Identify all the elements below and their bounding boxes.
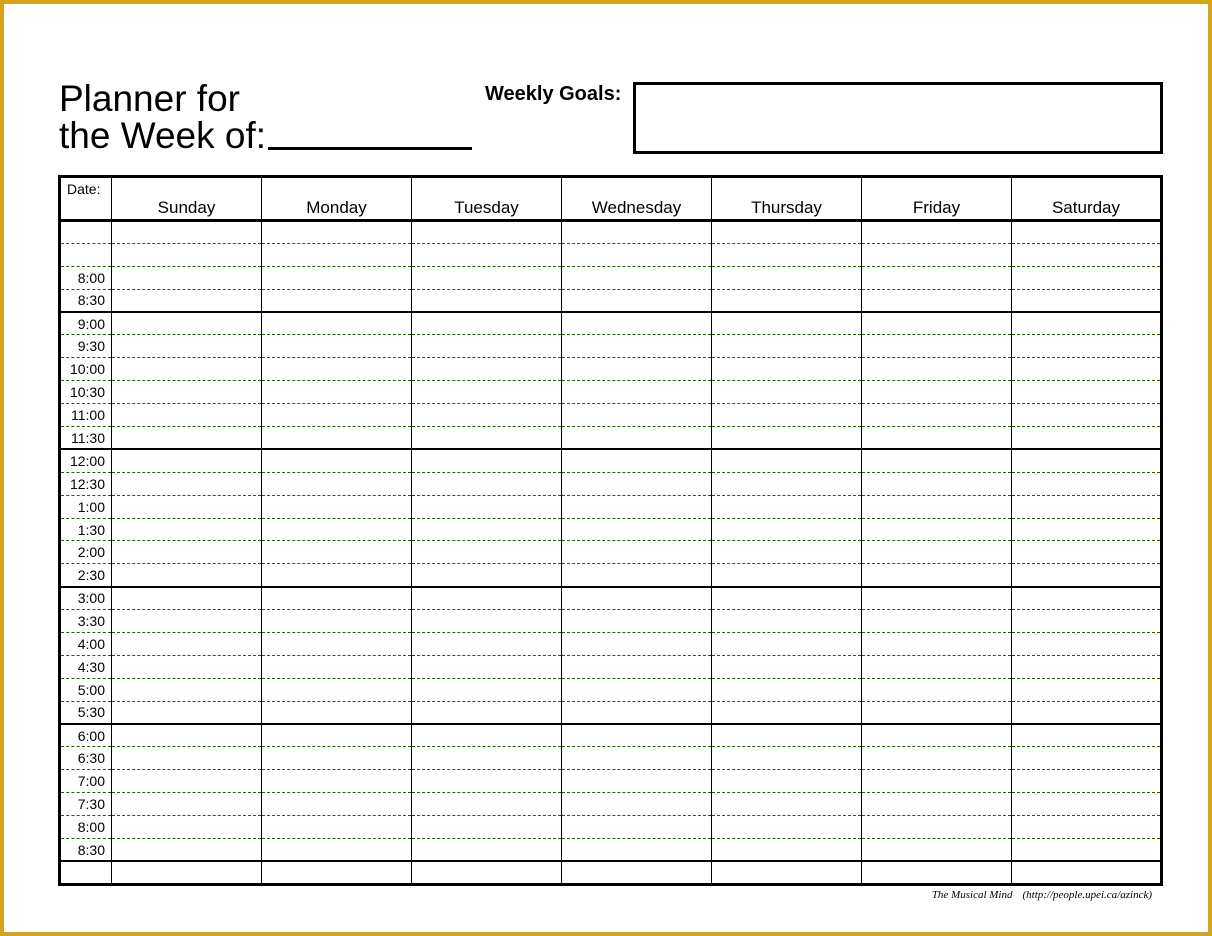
time-label: 5:30 — [60, 701, 112, 724]
time-row — [60, 564, 1162, 587]
slot-tuesday[interactable] — [412, 243, 562, 266]
time-label: 8:30 — [60, 289, 112, 312]
slot-monday[interactable] — [262, 358, 412, 381]
slot-tuesday[interactable] — [412, 221, 562, 244]
slot-wednesday[interactable] — [562, 449, 712, 472]
slot-tuesday[interactable] — [412, 449, 562, 472]
slot-sunday[interactable] — [112, 633, 262, 656]
slot-sunday[interactable] — [112, 770, 262, 793]
slot-thursday[interactable] — [712, 747, 862, 770]
slot-tuesday[interactable] — [412, 610, 562, 633]
slot-sunday[interactable] — [112, 724, 262, 747]
slot-thursday[interactable] — [712, 678, 862, 701]
time-row — [60, 427, 1162, 450]
time-row — [60, 610, 1162, 633]
slot-tuesday[interactable] — [412, 678, 562, 701]
time-label: 3:00 — [60, 587, 112, 610]
day-header-saturday: Saturday — [1012, 177, 1162, 221]
slot-thursday[interactable] — [712, 358, 862, 381]
time-row — [60, 861, 1162, 884]
slot-saturday[interactable] — [1012, 816, 1162, 839]
slot-monday[interactable] — [262, 449, 412, 472]
slot-tuesday[interactable] — [412, 266, 562, 289]
slot-sunday[interactable] — [112, 266, 262, 289]
slot-monday[interactable] — [262, 427, 412, 450]
slot-sunday[interactable] — [112, 747, 262, 770]
slot-thursday[interactable] — [712, 633, 862, 656]
time-label — [60, 861, 112, 884]
slot-thursday[interactable] — [712, 724, 862, 747]
slot-tuesday[interactable] — [412, 472, 562, 495]
time-row — [60, 221, 1162, 244]
time-row — [60, 747, 1162, 770]
slot-sunday[interactable] — [112, 404, 262, 427]
slot-sunday[interactable] — [112, 221, 262, 244]
time-label: 4:00 — [60, 633, 112, 656]
slot-monday[interactable] — [262, 495, 412, 518]
slot-friday[interactable] — [862, 564, 1012, 587]
slot-wednesday[interactable] — [562, 381, 712, 404]
slot-monday[interactable] — [262, 289, 412, 312]
slot-wednesday[interactable] — [562, 747, 712, 770]
day-header-monday: Monday — [262, 177, 412, 221]
slot-saturday[interactable] — [1012, 747, 1162, 770]
slot-thursday[interactable] — [712, 404, 862, 427]
slot-tuesday[interactable] — [412, 335, 562, 358]
slot-saturday[interactable] — [1012, 404, 1162, 427]
slot-saturday[interactable] — [1012, 335, 1162, 358]
slot-friday[interactable] — [862, 747, 1012, 770]
time-row — [60, 266, 1162, 289]
slot-monday[interactable] — [262, 655, 412, 678]
slot-sunday[interactable] — [112, 243, 262, 266]
slot-wednesday[interactable] — [562, 312, 712, 335]
slot-wednesday[interactable] — [562, 861, 712, 884]
slot-sunday[interactable] — [112, 655, 262, 678]
slot-tuesday[interactable] — [412, 770, 562, 793]
slot-sunday[interactable] — [112, 793, 262, 816]
slot-monday[interactable] — [262, 243, 412, 266]
time-label: 12:30 — [60, 472, 112, 495]
slot-saturday[interactable] — [1012, 495, 1162, 518]
slot-wednesday[interactable] — [562, 793, 712, 816]
slot-thursday[interactable] — [712, 541, 862, 564]
week-of-blank[interactable] — [268, 117, 472, 150]
slot-saturday[interactable] — [1012, 793, 1162, 816]
slot-wednesday[interactable] — [562, 633, 712, 656]
slot-wednesday[interactable] — [562, 243, 712, 266]
slot-wednesday[interactable] — [562, 335, 712, 358]
slot-thursday[interactable] — [712, 861, 862, 884]
time-row — [60, 541, 1162, 564]
slot-friday[interactable] — [862, 633, 1012, 656]
slot-friday[interactable] — [862, 610, 1012, 633]
time-label: 8:30 — [60, 839, 112, 862]
slot-wednesday[interactable] — [562, 839, 712, 862]
slot-thursday[interactable] — [712, 770, 862, 793]
slot-sunday[interactable] — [112, 427, 262, 450]
slot-sunday[interactable] — [112, 381, 262, 404]
slot-monday[interactable] — [262, 610, 412, 633]
time-label: 11:00 — [60, 404, 112, 427]
weekly-goals-box[interactable] — [633, 82, 1163, 154]
slot-saturday[interactable] — [1012, 678, 1162, 701]
slot-tuesday[interactable] — [412, 495, 562, 518]
time-label: 8:00 — [60, 816, 112, 839]
slot-tuesday[interactable] — [412, 564, 562, 587]
slot-thursday[interactable] — [712, 289, 862, 312]
slot-friday[interactable] — [862, 221, 1012, 244]
slot-wednesday[interactable] — [562, 221, 712, 244]
slot-tuesday[interactable] — [412, 358, 562, 381]
date-header: Date: — [60, 177, 112, 221]
time-row — [60, 678, 1162, 701]
slot-monday[interactable] — [262, 472, 412, 495]
slot-thursday[interactable] — [712, 839, 862, 862]
time-label: 10:30 — [60, 381, 112, 404]
time-label: 9:30 — [60, 335, 112, 358]
slot-monday[interactable] — [262, 701, 412, 724]
slot-monday[interactable] — [262, 839, 412, 862]
slot-saturday[interactable] — [1012, 472, 1162, 495]
slot-saturday[interactable] — [1012, 541, 1162, 564]
slot-tuesday[interactable] — [412, 839, 562, 862]
time-row — [60, 243, 1162, 266]
planner-grid — [58, 175, 1163, 886]
slot-saturday[interactable] — [1012, 633, 1162, 656]
slot-tuesday[interactable] — [412, 747, 562, 770]
slot-friday[interactable] — [862, 861, 1012, 884]
time-label — [60, 243, 112, 266]
slot-friday[interactable] — [862, 770, 1012, 793]
slot-friday[interactable] — [862, 312, 1012, 335]
grid-body — [60, 221, 1162, 885]
slot-friday[interactable] — [862, 587, 1012, 610]
slot-thursday[interactable] — [712, 793, 862, 816]
slot-wednesday[interactable] — [562, 404, 712, 427]
slot-wednesday[interactable] — [562, 266, 712, 289]
slot-tuesday[interactable] — [412, 816, 562, 839]
slot-friday[interactable] — [862, 358, 1012, 381]
slot-thursday[interactable] — [712, 701, 862, 724]
slot-sunday[interactable] — [112, 358, 262, 381]
time-row — [60, 312, 1162, 335]
slot-thursday[interactable] — [712, 266, 862, 289]
slot-saturday[interactable] — [1012, 770, 1162, 793]
time-row — [60, 793, 1162, 816]
slot-friday[interactable] — [862, 243, 1012, 266]
footer-credit — [932, 889, 1152, 901]
credit-url: (http://people.upei.ca/azinck) — [1022, 889, 1152, 901]
slot-thursday[interactable] — [712, 655, 862, 678]
slot-thursday[interactable] — [712, 427, 862, 450]
slot-saturday[interactable] — [1012, 587, 1162, 610]
slot-tuesday[interactable] — [412, 289, 562, 312]
slot-monday[interactable] — [262, 770, 412, 793]
slot-saturday[interactable] — [1012, 861, 1162, 884]
slot-wednesday[interactable] — [562, 678, 712, 701]
slot-monday[interactable] — [262, 678, 412, 701]
slot-tuesday[interactable] — [412, 724, 562, 747]
time-label: 11:30 — [60, 427, 112, 450]
slot-wednesday[interactable] — [562, 816, 712, 839]
slot-monday[interactable] — [262, 312, 412, 335]
time-row — [60, 587, 1162, 610]
slot-wednesday[interactable] — [562, 518, 712, 541]
slot-thursday[interactable] — [712, 312, 862, 335]
slot-thursday[interactable] — [712, 587, 862, 610]
time-label: 2:30 — [60, 564, 112, 587]
slot-wednesday[interactable] — [562, 770, 712, 793]
time-row — [60, 335, 1162, 358]
slot-sunday[interactable] — [112, 816, 262, 839]
slot-thursday[interactable] — [712, 335, 862, 358]
slot-wednesday[interactable] — [562, 358, 712, 381]
slot-sunday[interactable] — [112, 701, 262, 724]
weekly-goals-label: Weekly Goals: — [485, 83, 622, 105]
slot-saturday[interactable] — [1012, 449, 1162, 472]
time-row — [60, 518, 1162, 541]
slot-wednesday[interactable] — [562, 495, 712, 518]
time-row — [60, 495, 1162, 518]
slot-friday[interactable] — [862, 518, 1012, 541]
day-header-friday: Friday — [862, 177, 1012, 221]
time-row — [60, 770, 1162, 793]
slot-wednesday[interactable] — [562, 701, 712, 724]
slot-friday[interactable] — [862, 655, 1012, 678]
slot-friday[interactable] — [862, 541, 1012, 564]
time-row — [60, 633, 1162, 656]
slot-thursday[interactable] — [712, 610, 862, 633]
time-row — [60, 358, 1162, 381]
slot-saturday[interactable] — [1012, 312, 1162, 335]
slot-tuesday[interactable] — [412, 518, 562, 541]
slot-sunday[interactable] — [112, 564, 262, 587]
credit-text: The Musical Mind — [931, 889, 1013, 901]
slot-sunday[interactable] — [112, 335, 262, 358]
slot-thursday[interactable] — [712, 381, 862, 404]
slot-thursday[interactable] — [712, 449, 862, 472]
slot-friday[interactable] — [862, 701, 1012, 724]
time-label — [60, 221, 112, 244]
slot-monday[interactable] — [262, 518, 412, 541]
slot-friday[interactable] — [862, 289, 1012, 312]
time-row — [60, 381, 1162, 404]
slot-saturday[interactable] — [1012, 243, 1162, 266]
slot-saturday[interactable] — [1012, 564, 1162, 587]
slot-tuesday[interactable] — [412, 541, 562, 564]
slot-monday[interactable] — [262, 266, 412, 289]
slot-wednesday[interactable] — [562, 427, 712, 450]
time-label: 3:30 — [60, 610, 112, 633]
slot-monday[interactable] — [262, 816, 412, 839]
slot-wednesday[interactable] — [562, 724, 712, 747]
day-header-sunday: Sunday — [112, 177, 262, 221]
slot-thursday[interactable] — [712, 243, 862, 266]
slot-wednesday[interactable] — [562, 564, 712, 587]
slot-tuesday[interactable] — [412, 793, 562, 816]
slot-thursday[interactable] — [712, 564, 862, 587]
time-label: 5:00 — [60, 678, 112, 701]
time-label: 1:30 — [60, 518, 112, 541]
time-label: 10:00 — [60, 358, 112, 381]
time-label: 2:00 — [60, 541, 112, 564]
slot-monday[interactable] — [262, 404, 412, 427]
time-row — [60, 816, 1162, 839]
slot-thursday[interactable] — [712, 518, 862, 541]
title-line-2: the Week of: — [59, 115, 267, 156]
slot-friday[interactable] — [862, 335, 1012, 358]
time-label: 6:00 — [60, 724, 112, 747]
slot-saturday[interactable] — [1012, 289, 1162, 312]
slot-wednesday[interactable] — [562, 541, 712, 564]
slot-sunday[interactable] — [112, 312, 262, 335]
slot-tuesday[interactable] — [412, 312, 562, 335]
slot-sunday[interactable] — [112, 541, 262, 564]
slot-wednesday[interactable] — [562, 587, 712, 610]
time-row — [60, 839, 1162, 862]
slot-friday[interactable] — [862, 404, 1012, 427]
slot-tuesday[interactable] — [412, 701, 562, 724]
slot-monday[interactable] — [262, 541, 412, 564]
planner-title — [59, 80, 472, 154]
time-label: 6:30 — [60, 747, 112, 770]
slot-friday[interactable] — [862, 816, 1012, 839]
slot-friday[interactable] — [862, 449, 1012, 472]
slot-wednesday[interactable] — [562, 472, 712, 495]
time-label: 12:00 — [60, 449, 112, 472]
header-row — [60, 177, 1162, 221]
slot-saturday[interactable] — [1012, 655, 1162, 678]
slot-saturday[interactable] — [1012, 221, 1162, 244]
slot-tuesday[interactable] — [412, 587, 562, 610]
slot-saturday[interactable] — [1012, 358, 1162, 381]
time-row — [60, 472, 1162, 495]
slot-friday[interactable] — [862, 472, 1012, 495]
slot-friday[interactable] — [862, 381, 1012, 404]
slot-wednesday[interactable] — [562, 655, 712, 678]
slot-saturday[interactable] — [1012, 266, 1162, 289]
slot-saturday[interactable] — [1012, 701, 1162, 724]
slot-tuesday[interactable] — [412, 427, 562, 450]
slot-monday[interactable] — [262, 633, 412, 656]
slot-saturday[interactable] — [1012, 381, 1162, 404]
time-row — [60, 701, 1162, 724]
day-header-tuesday: Tuesday — [412, 177, 562, 221]
time-row — [60, 289, 1162, 312]
slot-friday[interactable] — [862, 427, 1012, 450]
day-header-thursday: Thursday — [712, 177, 862, 221]
slot-monday[interactable] — [262, 381, 412, 404]
slot-thursday[interactable] — [712, 495, 862, 518]
slot-wednesday[interactable] — [562, 289, 712, 312]
slot-thursday[interactable] — [712, 221, 862, 244]
slot-saturday[interactable] — [1012, 518, 1162, 541]
slot-tuesday[interactable] — [412, 633, 562, 656]
time-row — [60, 449, 1162, 472]
slot-monday[interactable] — [262, 724, 412, 747]
slot-monday[interactable] — [262, 221, 412, 244]
time-row — [60, 655, 1162, 678]
slot-sunday[interactable] — [112, 678, 262, 701]
slot-sunday[interactable] — [112, 495, 262, 518]
slot-friday[interactable] — [862, 839, 1012, 862]
slot-wednesday[interactable] — [562, 610, 712, 633]
slot-sunday[interactable] — [112, 289, 262, 312]
slot-monday[interactable] — [262, 335, 412, 358]
slot-thursday[interactable] — [712, 472, 862, 495]
slot-sunday[interactable] — [112, 518, 262, 541]
slot-saturday[interactable] — [1012, 724, 1162, 747]
time-label: 7:00 — [60, 770, 112, 793]
slot-friday[interactable] — [862, 678, 1012, 701]
slot-sunday[interactable] — [112, 472, 262, 495]
time-row — [60, 404, 1162, 427]
time-label: 7:30 — [60, 793, 112, 816]
slot-monday[interactable] — [262, 747, 412, 770]
slot-saturday[interactable] — [1012, 427, 1162, 450]
slot-monday[interactable] — [262, 861, 412, 884]
time-row — [60, 724, 1162, 747]
slot-tuesday[interactable] — [412, 655, 562, 678]
slot-monday[interactable] — [262, 587, 412, 610]
slot-sunday[interactable] — [112, 587, 262, 610]
slot-sunday[interactable] — [112, 449, 262, 472]
day-header-wednesday: Wednesday — [562, 177, 712, 221]
slot-sunday[interactable] — [112, 861, 262, 884]
slot-sunday[interactable] — [112, 839, 262, 862]
slot-friday[interactable] — [862, 724, 1012, 747]
time-label: 8:00 — [60, 266, 112, 289]
slot-monday[interactable] — [262, 564, 412, 587]
slot-friday[interactable] — [862, 793, 1012, 816]
time-label: 4:30 — [60, 655, 112, 678]
slot-tuesday[interactable] — [412, 381, 562, 404]
time-label: 9:00 — [60, 312, 112, 335]
time-label: 1:00 — [60, 495, 112, 518]
slot-tuesday[interactable] — [412, 861, 562, 884]
slot-saturday[interactable] — [1012, 839, 1162, 862]
slot-tuesday[interactable] — [412, 404, 562, 427]
title-line-1: Planner for — [59, 78, 240, 119]
slot-saturday[interactable] — [1012, 610, 1162, 633]
slot-sunday[interactable] — [112, 610, 262, 633]
slot-monday[interactable] — [262, 793, 412, 816]
slot-friday[interactable] — [862, 266, 1012, 289]
slot-friday[interactable] — [862, 495, 1012, 518]
slot-thursday[interactable] — [712, 816, 862, 839]
